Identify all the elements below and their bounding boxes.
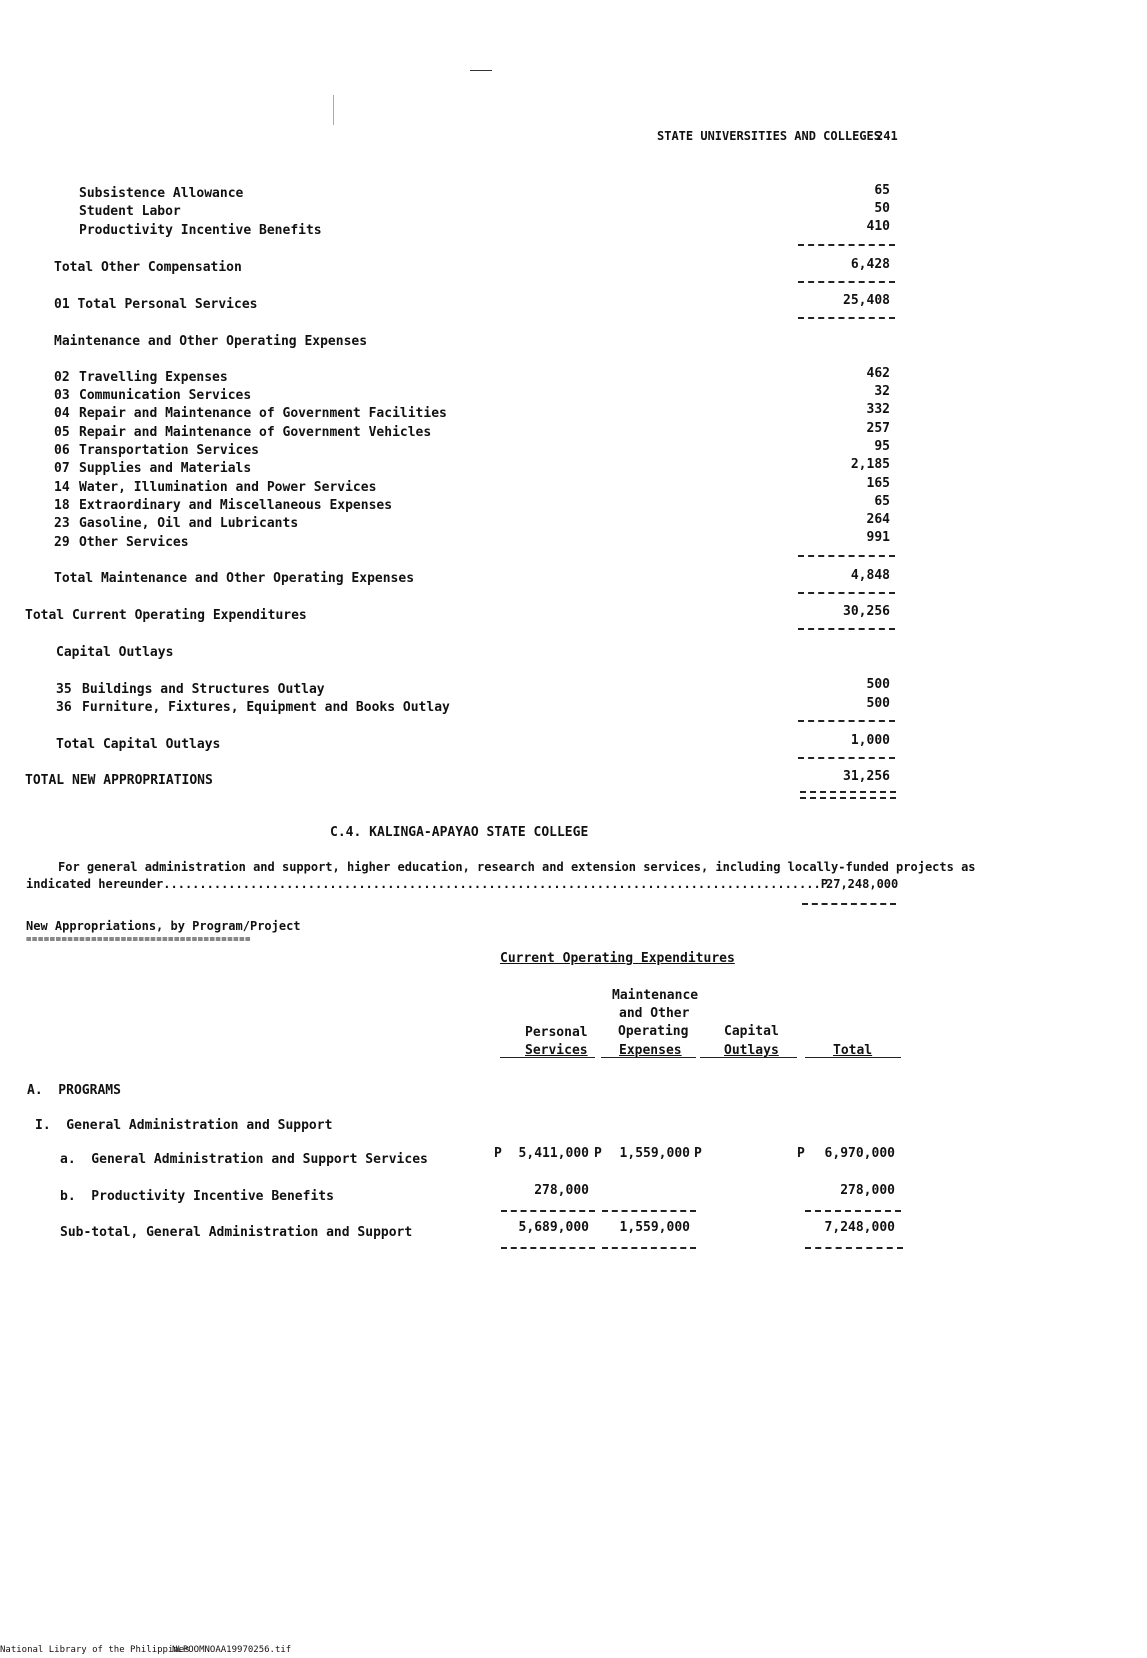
header-rule-total (805, 1057, 901, 1058)
rule-paragraph-amount (802, 903, 896, 905)
mooe-heading: Maintenance and Other Operating Expenses (54, 334, 368, 349)
rule-subtotal-ps (501, 1210, 595, 1212)
item-student-labor: Student Labor (79, 204, 181, 219)
total-mooe-value: 4,848 (850, 568, 890, 583)
row-a-peso-sign: P (594, 1146, 602, 1161)
row-a-ps-value: 5,411,000 (518, 1146, 589, 1161)
col-ps-line2: Services (525, 1043, 588, 1058)
mooe-value: 2,185 (850, 457, 890, 472)
rule-subtotal-total (805, 1210, 901, 1212)
double-rule-total-new (800, 791, 896, 799)
value-student-labor: 50 (874, 201, 890, 216)
col-mooe-line2: and Other (619, 1006, 690, 1021)
footer-file: NLPOOMNOAA19970256.tif (172, 1645, 292, 1655)
rule-other-comp (798, 244, 895, 246)
college-paragraph-line2: indicated hereunder...........................................................................................P (26, 877, 828, 891)
subtotal-ps-value: 5,689,000 (518, 1220, 589, 1235)
total-other-compensation-value: 6,428 (850, 257, 890, 272)
capital-label: Buildings and Structures Outlay (82, 682, 325, 697)
rule-total-ps (798, 317, 895, 319)
row-b-ps-value: 278,000 (534, 1183, 589, 1198)
total-capital-label: Total Capital Outlays (56, 737, 221, 752)
subtotal-mooe-value: 1,559,000 (619, 1220, 690, 1235)
mooe-value: 991 (866, 530, 890, 545)
total-personal-services-label: 01 Total Personal Services (54, 297, 258, 312)
page-number: 241 (876, 129, 898, 143)
row-a-mooe-value: 1,559,000 (619, 1146, 690, 1161)
new-appropriations-heading: New Appropriations, by Program/Project (26, 919, 301, 933)
mooe-code: 03 (54, 388, 70, 403)
col-mooe-line1: Maintenance (612, 988, 699, 1003)
col-ps-line1: Personal (525, 1025, 588, 1040)
total-new-appropriations-value: 31,256 (843, 769, 890, 784)
mooe-code: 07 (54, 461, 70, 476)
value-subsistence-allowance: 65 (874, 183, 890, 198)
capital-value: 500 (866, 696, 890, 711)
mooe-value: 332 (866, 402, 890, 417)
total-mooe-label: Total Maintenance and Other Operating Expenses (54, 571, 415, 586)
mooe-code: 14 (54, 480, 70, 495)
mooe-label: Repair and Maintenance of Government Vehicles (79, 425, 432, 440)
row-a-peso-sign: P (494, 1146, 502, 1161)
header-rule-mooe (601, 1057, 696, 1058)
mooe-code: 04 (54, 406, 70, 421)
subtotal-label: Sub-total, General Administration and Support (60, 1225, 413, 1240)
col-co-line2: Outlays (724, 1043, 779, 1058)
rule-total-other-comp (798, 281, 895, 283)
row-a-label: a. General Administration and Support Services (60, 1152, 428, 1167)
new-appropriations-double-rule: ====================================== (26, 935, 251, 945)
col-co-line1: Capital (724, 1024, 779, 1039)
mooe-code: 02 (54, 370, 70, 385)
rule-total-capital (798, 757, 895, 759)
mooe-code: 06 (54, 443, 70, 458)
item-subsistence-allowance: Subsistence Allowance (79, 186, 244, 201)
total-new-appropriations-label: TOTAL NEW APPROPRIATIONS (25, 773, 213, 788)
col-mooe-line4: Expenses (619, 1043, 682, 1058)
header-rule-co (700, 1057, 797, 1058)
capital-heading: Capital Outlays (56, 645, 174, 660)
header-rule-ps (500, 1057, 595, 1058)
total-other-compensation-label: Total Other Compensation (54, 260, 242, 275)
value-productivity-incentive: 410 (866, 219, 890, 234)
total-capital-value: 1,000 (850, 733, 890, 748)
rule-subtotal-bottom-total (805, 1247, 903, 1249)
mooe-label: Repair and Maintenance of Government Facilities (79, 406, 447, 421)
row-b-label: b. Productivity Incentive Benefits (60, 1189, 334, 1204)
running-header-title: STATE UNIVERSITIES AND COLLEGES (657, 129, 881, 143)
mooe-label: Communication Services (79, 388, 252, 403)
rule-subtotal-bottom-mooe (602, 1247, 696, 1249)
mooe-label: Supplies and Materials (79, 461, 252, 476)
row-b-total-value: 278,000 (840, 1183, 895, 1198)
mooe-code: 23 (54, 516, 70, 531)
scan-mark-vertical (333, 95, 334, 125)
mooe-value: 32 (874, 384, 890, 399)
mooe-label: Transportation Services (79, 443, 260, 458)
scan-mark-top (470, 70, 492, 71)
mooe-value: 95 (874, 439, 890, 454)
subtotal-total-value: 7,248,000 (824, 1220, 895, 1235)
mooe-label: Gasoline, Oil and Lubricants (79, 516, 299, 531)
program-i-label: I. General Administration and Support (35, 1118, 333, 1133)
capital-code: 36 (56, 700, 72, 715)
total-personal-services-value: 25,408 (843, 293, 890, 308)
rule-subtotal-mooe (602, 1210, 696, 1212)
row-a-peso-sign: P (694, 1146, 702, 1161)
rule-total-mooe (798, 592, 895, 594)
college-paragraph-amount: 27,248,000 (826, 877, 899, 891)
capital-label: Furniture, Fixtures, Equipment and Books Outlay (82, 700, 450, 715)
programs-label: A. PROGRAMS (27, 1083, 121, 1098)
mooe-label: Water, Illumination and Power Services (79, 480, 377, 495)
mooe-value: 257 (866, 421, 890, 436)
total-coe-label: Total Current Operating Expenditures (25, 608, 307, 623)
rule-capital (798, 720, 895, 722)
mooe-value: 264 (866, 512, 890, 527)
mooe-value: 165 (866, 476, 890, 491)
capital-code: 35 (56, 682, 72, 697)
college-title: C.4. KALINGA-APAYAO STATE COLLEGE (330, 825, 589, 840)
row-a-total-value: 6,970,000 (824, 1146, 895, 1161)
col-total: Total (833, 1043, 873, 1058)
college-paragraph-line1: For general administration and support, higher education, research and extension services, including locally-funded projects as (58, 860, 976, 874)
item-productivity-incentive: Productivity Incentive Benefits (79, 223, 322, 238)
col-mooe-line3: Operating (618, 1024, 689, 1039)
mooe-label: Travelling Expenses (79, 370, 228, 385)
rule-total-coe (798, 628, 895, 630)
mooe-code: 18 (54, 498, 70, 513)
rule-mooe (798, 555, 895, 557)
mooe-code: 05 (54, 425, 70, 440)
table-group-header: Current Operating Expenditures (500, 951, 735, 966)
mooe-label: Extraordinary and Miscellaneous Expenses (79, 498, 393, 513)
mooe-value: 65 (874, 494, 890, 509)
mooe-code: 29 (54, 535, 70, 550)
row-a-peso-sign: P (797, 1146, 805, 1161)
mooe-value: 462 (866, 366, 890, 381)
mooe-label: Other Services (79, 535, 189, 550)
footer-library: National Library of the Philippines (0, 1645, 190, 1655)
rule-subtotal-bottom-ps (501, 1247, 595, 1249)
total-coe-value: 30,256 (843, 604, 890, 619)
capital-value: 500 (866, 677, 890, 692)
